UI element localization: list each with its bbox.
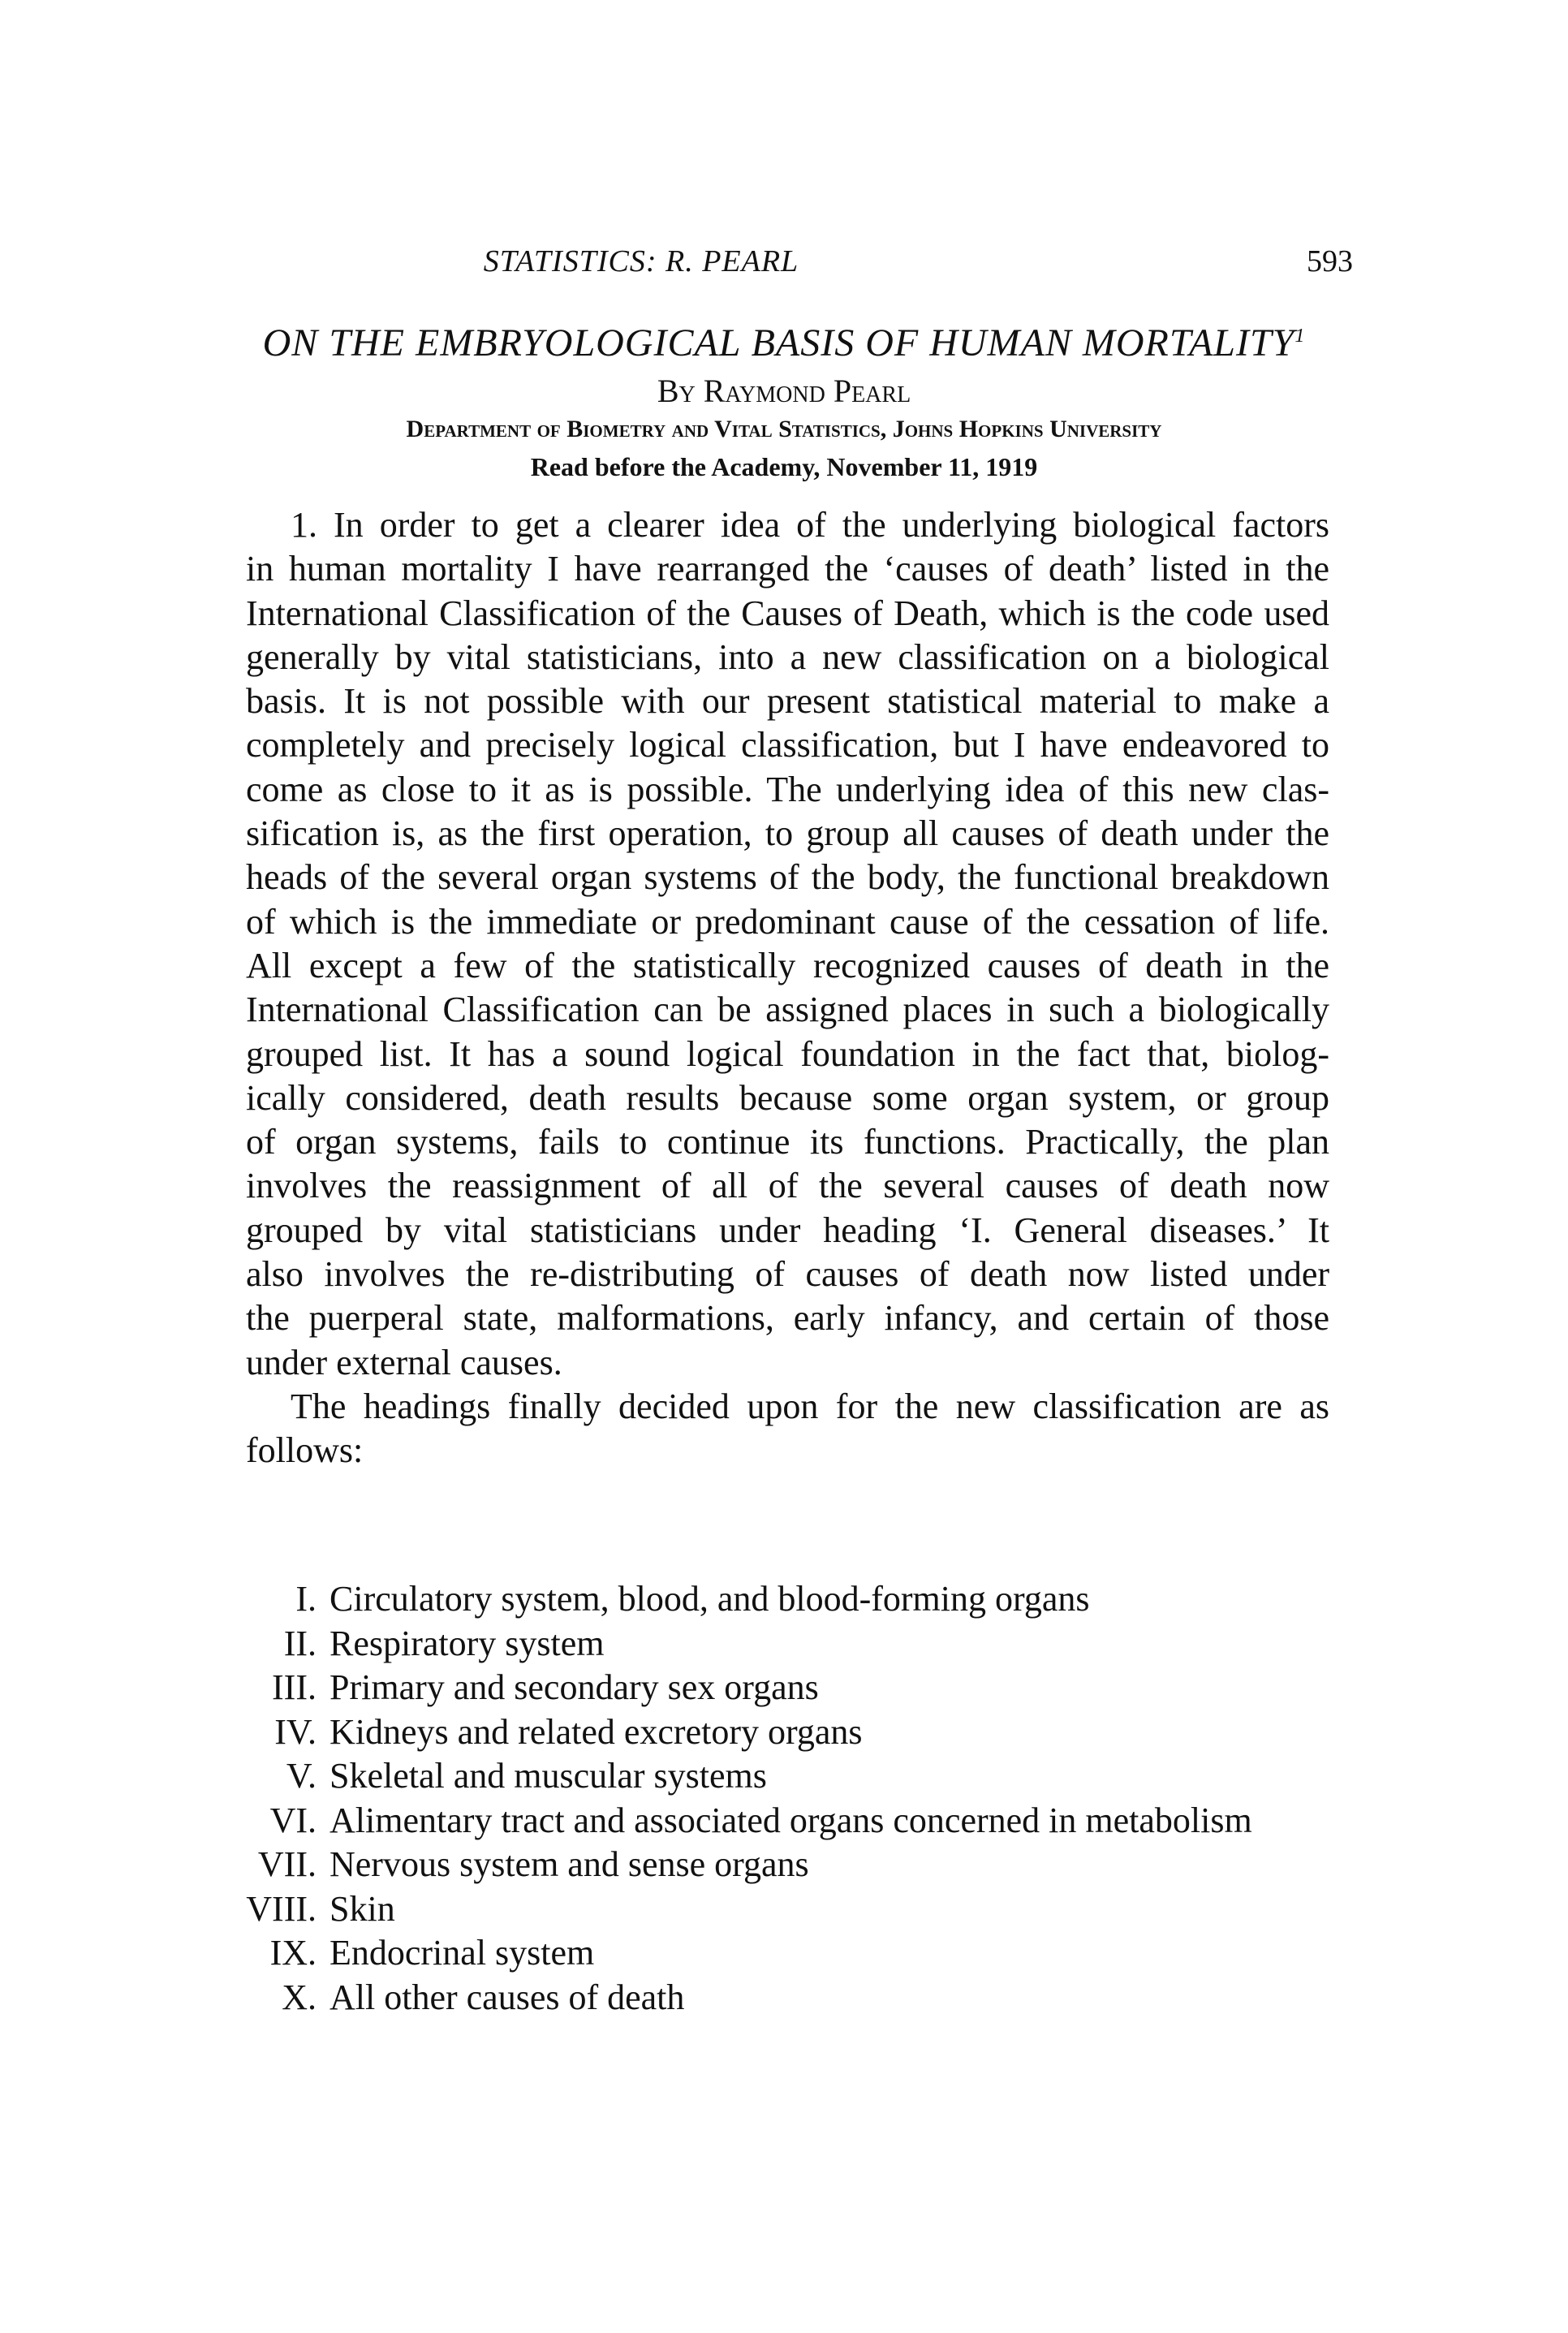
text-line: generally by vital statisticians, into a new classification on a biological (246, 636, 1329, 677)
text-line: 1. In order to get a clearer idea of the underlying biological factors (291, 505, 1329, 545)
running-head: STATISTICS: R. PEARL (483, 244, 799, 278)
text-line: of which is the immediate or predominant cause of the cessation of life. (246, 901, 1329, 942)
heading-text: Endocrinal system (330, 1933, 595, 1973)
roman-numeral: VI. (269, 1800, 317, 1840)
headings-list (187, 1577, 1252, 2020)
list-item (187, 1577, 1252, 1622)
affiliation: Department of Biometry and Vital Statistics, Johns Hopkins University (406, 416, 1162, 442)
paragraph-1 (246, 503, 1329, 1385)
list-item (187, 1754, 1252, 1799)
list-item (187, 1666, 1252, 1710)
text-line: grouped by vital statisticians under heading ‘I. General diseases.’ It (246, 1210, 1329, 1250)
heading-text: Nervous system and sense organs (330, 1844, 809, 1884)
title-footnote-marker: 1 (1294, 326, 1306, 347)
heading-text: Skin (330, 1888, 395, 1929)
heading-text: All other causes of death (330, 1977, 685, 2017)
roman-numeral: I. (295, 1579, 317, 1619)
body-text (246, 503, 1329, 1473)
text-line: the puerperal state, malformations, early infancy, and certain of those (246, 1298, 1329, 1339)
text-line: involves the reassignment of all of the several causes of death now (246, 1166, 1329, 1206)
article-title (0, 321, 1568, 365)
page-number: 593 (1307, 244, 1353, 278)
roman-numeral: II. (283, 1623, 317, 1663)
text-line: under external causes. (246, 1342, 562, 1382)
roman-numeral: X. (282, 1977, 317, 2017)
text-line: of organ systems, fails to continue its functions. Practically, the plan (246, 1122, 1329, 1162)
text-line: sification is, as the first operation, to group all causes of death under the (246, 813, 1329, 854)
heading-text: Kidneys and related excretory organs (330, 1711, 863, 1752)
list-item (187, 1931, 1252, 1976)
text-line: follows: (246, 1430, 364, 1471)
list-item (187, 1976, 1252, 2020)
paragraph-2 (246, 1385, 1329, 1473)
list-item (187, 1710, 1252, 1755)
heading-text: Primary and secondary sex organs (330, 1667, 819, 1707)
roman-numeral: VII. (257, 1844, 317, 1884)
text-line: grouped list. It has a sound logical foundation in the fact that, biolog- (246, 1033, 1329, 1074)
text-line: International Classification can be assigned places in such a biologically (246, 990, 1329, 1030)
text-line: ically considered, death results because some organ system, or group (246, 1077, 1329, 1118)
text-line: International Classification of the Causes of Death, which is the code used (246, 593, 1329, 633)
list-item (187, 1843, 1252, 1887)
roman-numeral: IV. (274, 1711, 317, 1752)
roman-numeral: IX. (269, 1933, 317, 1973)
heading-text: Respiratory system (330, 1623, 605, 1663)
title-text: ON THE EMBRYOLOGICAL BASIS OF HUMAN MORTALITY (262, 321, 1295, 364)
heading-text: Circulatory system, blood, and blood-forming organs (330, 1579, 1090, 1619)
read-note: Read before the Academy, November 11, 1919 (530, 452, 1038, 481)
text-line: completely and precisely logical classification, but I have endeavored to (246, 725, 1329, 765)
heading-text: Alimentary tract and associated organs concerned in metabolism (330, 1800, 1252, 1840)
list-item (187, 1622, 1252, 1667)
list-item (187, 1887, 1252, 1932)
text-line: The headings finally decided upon for the new classification are as (291, 1386, 1329, 1426)
text-line: heads of the several organ systems of the body, the functional breakdown (246, 857, 1329, 898)
roman-numeral: III. (272, 1667, 317, 1707)
roman-numeral: VIII. (246, 1888, 317, 1929)
text-line: basis. It is not possible with our present statistical material to make a (246, 681, 1329, 722)
heading-text: Skeletal and muscular systems (330, 1756, 767, 1796)
byline: By Raymond Pearl (657, 373, 911, 409)
text-line: in human mortality I have rearranged the ‘causes of death’ listed in the (246, 549, 1329, 589)
text-line: also involves the re-distributing of causes of death now listed under (246, 1254, 1329, 1295)
roman-numeral: V. (286, 1756, 317, 1796)
text-line: come as close to it as is possible. The underlying idea of this new clas- (246, 769, 1329, 809)
list-item (187, 1799, 1252, 1844)
text-line: All except a few of the statistically recognized causes of death in the (246, 945, 1329, 985)
